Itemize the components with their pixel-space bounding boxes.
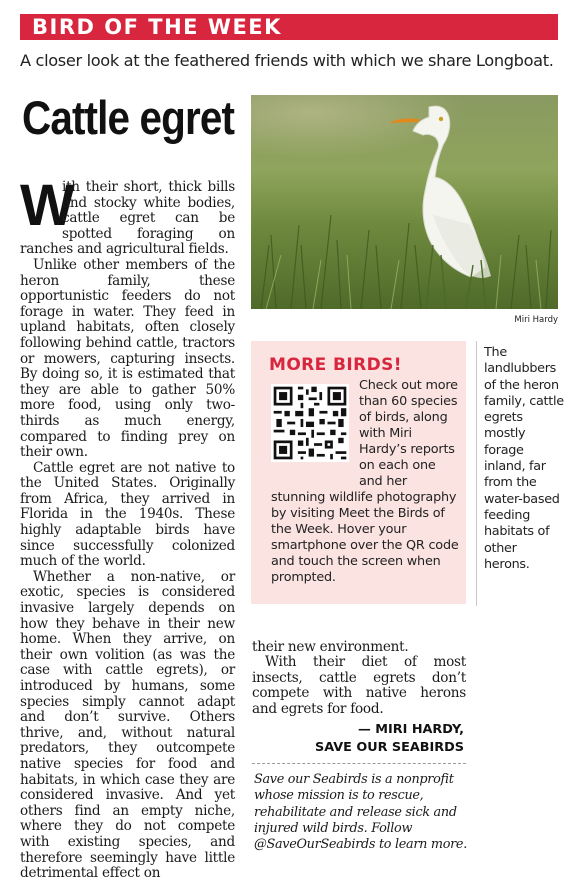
author-name: — MIRI HARDY, (358, 722, 464, 737)
note-divider (252, 763, 466, 764)
qr-spacer (271, 378, 359, 488)
section-banner (20, 14, 558, 40)
subheading: A closer look at the feathered friends with which we share Longboat. (20, 51, 554, 70)
article-headline: Cattle egret (22, 91, 235, 144)
paragraph-text: ith their short, thick bills and stocky white bodies, cattle egret can be spotted foraging on ranches and agricultural fields. (20, 179, 235, 258)
more-birds-title: MORE BIRDS! (269, 355, 402, 375)
article-paragraph: Unlike other members of the heron family, these opportunistic feeders do not forage in water. They feed in upland habitats, often closely following behind cattle, tractors or mowers, capturing insects. By doing so, it is estimated that they are able to gather 50% more food, using only two-thirds as much energy, compared to finding prey on their own. (20, 256, 235, 461)
author-organization: SAVE OUR SEABIRDS (314, 740, 464, 755)
organization-note: Save our Seabirds is a nonprofit whose mission is to rescue, rehabilitate and release sick and injured wild birds. Follow @SaveOurSeabirds to learn more. (254, 772, 467, 853)
egret-photo (251, 95, 558, 309)
author-signoff (252, 721, 464, 757)
article-paragraph: Whether a non-native, or exotic, species is considered invasive largely depends on how they behave in their new home. When they arrive, on their own volition (as was the case with cattle egrets), or introduced by humans, some species simply cannot adapt and don’t survive. Others thrive, and, without natural predators, they outcompete native species for food and habitats, in which case they are considered invasive. And yet others find an empty niche, where they do not compete with existing species, and therefore seemingly have little detrimental effect on (20, 568, 235, 882)
article-body (20, 173, 235, 882)
article-paragraph: With their diet of most insects, cattle egrets don’t compete with native herons and egrets for food. (252, 654, 466, 717)
more-birds-box (251, 341, 466, 604)
photo-credit: Miri Hardy (514, 315, 558, 325)
more-birds-copy: Check out more than 60 species of birds, along with Miri Hardy’s reports on each one and her stunning wildlife photography by visiting Meet the Birds of the Week. Hover your smartphone over the QR code and touch the screen when prompted. (271, 378, 459, 585)
article-paragraph (20, 173, 235, 258)
egret-photo-image (251, 95, 558, 309)
more-birds-text (271, 378, 461, 586)
section-title: BIRD OF THE WEEK (32, 15, 282, 39)
article-paragraph: their new environment. (252, 639, 409, 655)
article-paragraph: Cattle egret are not native to the United States. Originally from Africa, they arrived in Florida in the 1940s. These highly adaptable birds have since successfully colonized much of the world. (20, 459, 235, 570)
article-continuation (252, 640, 466, 717)
sidebar-fact: The landlubbers of the heron family, cattle egrets mostly forage inland, far from the water-based feeding habitats of other herons. (484, 345, 564, 572)
drop-cap: W (20, 173, 75, 238)
sidebar-divider (476, 341, 477, 606)
